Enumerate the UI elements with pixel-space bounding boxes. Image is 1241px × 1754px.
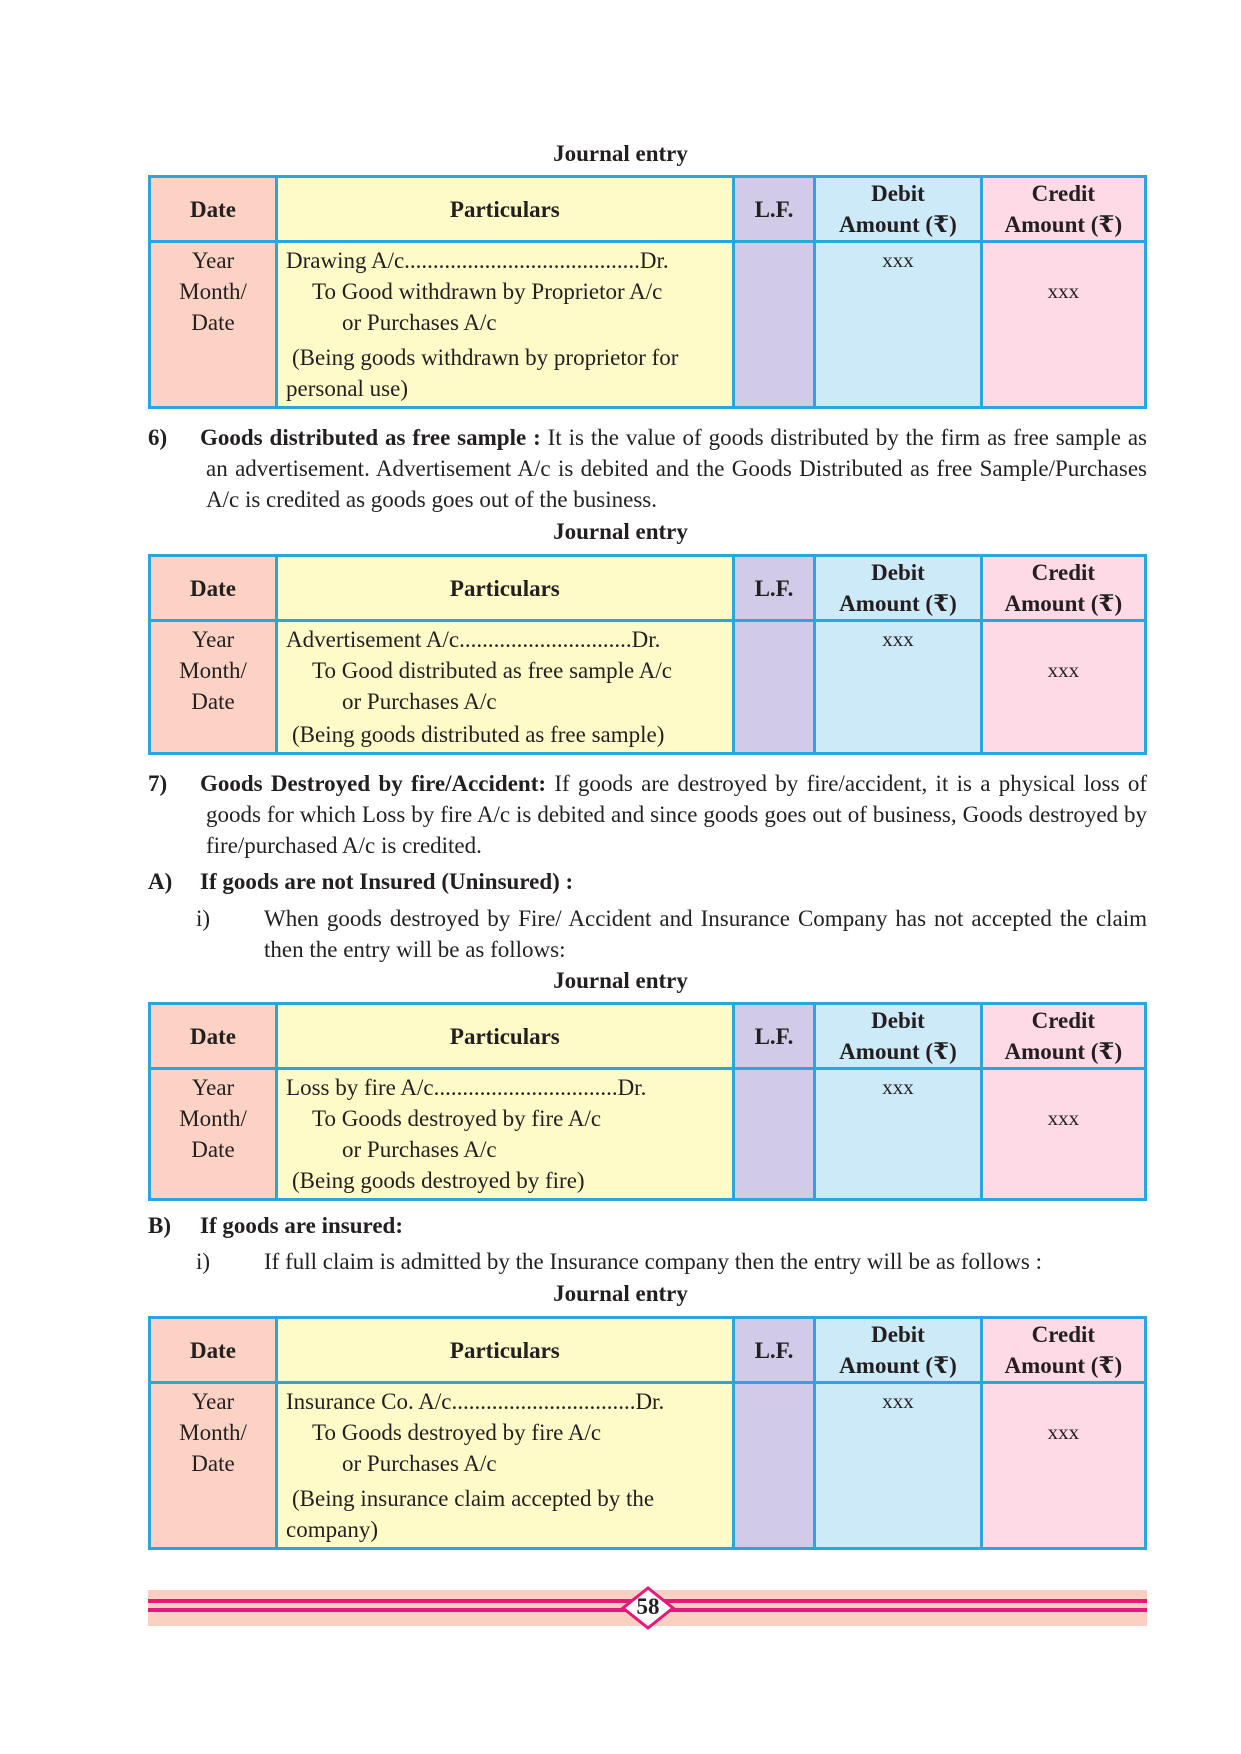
journal-table [148, 1002, 1147, 1201]
header-particulars: Particulars [277, 1004, 734, 1069]
header-credit: Credit Amount (₹) [981, 556, 1145, 621]
particulars-cell: Advertisement A/c..............................Dr. To Good distributed as free sample A/c or Purchases A/c (Being goods distributed as free sample) [277, 621, 734, 754]
header-lf: L.F. [733, 177, 815, 242]
particulars-cell: Drawing A/c.........................................Dr. To Good withdrawn by Proprietor A/c or Purchases A/c (Being goods withdrawn by proprietor for personal use) [277, 242, 734, 408]
journal-entry-caption: Journal entry [553, 141, 688, 166]
date-cell: Year Month/ Date [150, 1069, 277, 1200]
header-date: Date [150, 1004, 277, 1069]
header-lf: L.F. [733, 1318, 815, 1383]
journal-entry-caption: Journal entry [553, 519, 688, 544]
table-row [150, 1383, 1146, 1549]
page-number: 58 [636, 1594, 660, 1619]
journal-table [148, 554, 1147, 755]
date-cell: Year Month/ Date [150, 621, 277, 754]
subsection-a-title: A) If goods are not Insured (Uninsured) : [148, 869, 574, 894]
section-title: Goods distributed as free sample : [200, 425, 541, 450]
credit-amount: xxx [981, 242, 1145, 408]
table-row [150, 1069, 1146, 1200]
header-date: Date [150, 177, 277, 242]
page-footer [148, 1590, 1147, 1636]
journal-table [148, 175, 1147, 409]
table-header-row [150, 1004, 1146, 1069]
journal-table [148, 1316, 1147, 1550]
header-credit: Credit Amount (₹) [981, 1004, 1145, 1069]
lf-cell [733, 242, 815, 408]
subsection-b-title: B) If goods are insured: [148, 1213, 403, 1238]
header-date: Date [150, 556, 277, 621]
section-number: 6) [148, 425, 168, 450]
section-text: It is the value of goods distributed by the firm as free sample as an advertisement. Advertisement A/c is debited and the Goods Distributed as free Sample/Purchases A/c is credited as goods goes out of the business. [206, 425, 1147, 512]
header-lf: L.F. [733, 1004, 815, 1069]
date-cell: Year Month/ Date [150, 1383, 277, 1549]
particulars-cell: Insurance Co. A/c................................Dr. To Goods destroyed by fire A/c or Purchases A/c (Being insurance claim accepted by the company) [277, 1383, 734, 1549]
section-title: Goods Destroyed by fire/Accident: [200, 771, 547, 796]
subsection-b-item: i) If full claim is admitted by the Insurance company then the entry will be as follows : [196, 1249, 1042, 1274]
section-number: 7) [148, 771, 168, 796]
header-lf: L.F. [733, 556, 815, 621]
header-date: Date [150, 1318, 277, 1383]
credit-amount: xxx [981, 1069, 1145, 1200]
header-debit: Debit Amount (₹) [815, 556, 981, 621]
header-debit: Debit Amount (₹) [815, 1318, 981, 1383]
particulars-cell: Loss by fire A/c................................Dr. To Goods destroyed by fire A/c or Purchases A/c (Being goods destroyed by fire) [277, 1069, 734, 1200]
lf-cell [733, 1069, 815, 1200]
table-row [150, 621, 1146, 754]
lf-cell [733, 1383, 815, 1549]
journal-entry-caption: Journal entry [553, 968, 688, 993]
table-header-row [150, 177, 1146, 242]
header-particulars: Particulars [277, 1318, 734, 1383]
credit-amount: xxx [981, 621, 1145, 754]
table-header-row [150, 556, 1146, 621]
date-cell: Year Month/ Date [150, 242, 277, 408]
debit-amount: xxx [815, 621, 981, 754]
section-text: If goods are destroyed by fire/accident, it is a physical loss of goods for which Loss by fire A/c is debited and since goods goes out of business, Goods destroyed by fire/purchased A/c is credited. [206, 771, 1147, 858]
header-particulars: Particulars [277, 556, 734, 621]
header-debit: Debit Amount (₹) [815, 1004, 981, 1069]
subsection-a-item: i) When goods destroyed by Fire/ Accident and Insurance Company has not accepted the claim then the entry will be as follows: [196, 906, 1147, 962]
header-credit: Credit Amount (₹) [981, 1318, 1145, 1383]
credit-amount: xxx [981, 1383, 1145, 1549]
debit-amount: xxx [815, 1383, 981, 1549]
header-debit: Debit Amount (₹) [815, 177, 981, 242]
journal-entry-caption: Journal entry [553, 1281, 688, 1306]
table-header-row [150, 1318, 1146, 1383]
section-6-paragraph [148, 422, 1147, 515]
debit-amount: xxx [815, 242, 981, 408]
table-row [150, 242, 1146, 408]
lf-cell [733, 621, 815, 754]
section-7-paragraph [148, 768, 1147, 861]
header-particulars: Particulars [277, 177, 734, 242]
debit-amount: xxx [815, 1069, 981, 1200]
header-credit: Credit Amount (₹) [981, 177, 1145, 242]
